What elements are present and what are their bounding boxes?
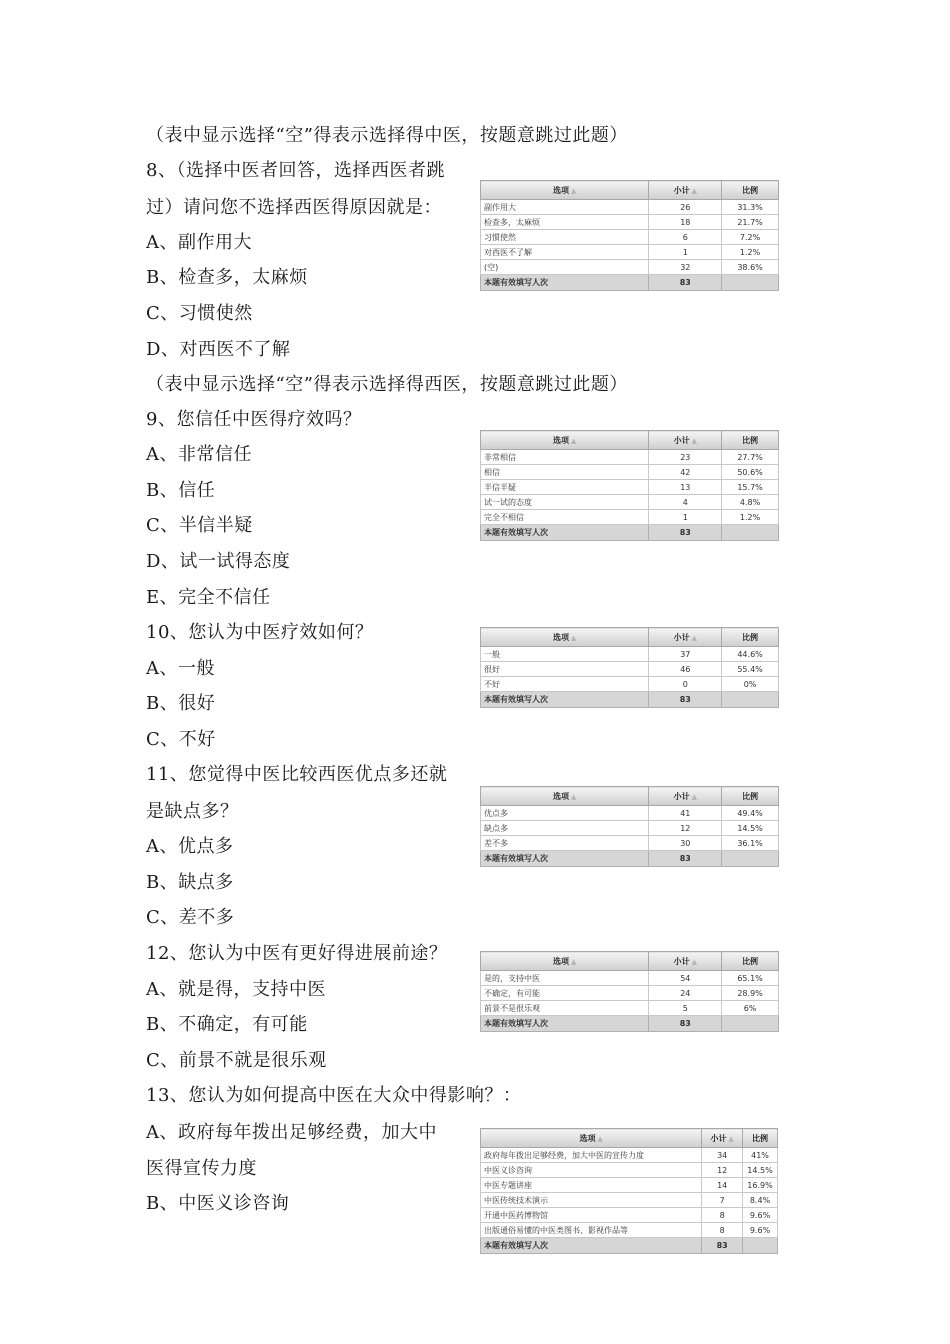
table-row	[481, 677, 779, 692]
option-cell: 中医专题讲座	[481, 1178, 702, 1193]
table-row	[481, 480, 779, 495]
ratio-cell: 38.6%	[722, 260, 779, 275]
total-count: 83	[649, 851, 722, 867]
count-cell: 8	[702, 1223, 743, 1238]
ratio-cell: 16.9%	[743, 1178, 778, 1193]
ratio-column-header: 比例	[722, 628, 779, 647]
count-cell: 30	[649, 836, 722, 851]
table-header-row	[481, 628, 779, 647]
q8-option-c: C、习惯使然	[146, 303, 253, 324]
option-cell: 副作用大	[481, 200, 649, 215]
option-cell: 相信	[481, 465, 649, 480]
table-header-row	[481, 787, 779, 806]
option-cell: 一般	[481, 647, 649, 662]
table-row	[481, 260, 779, 275]
sort-icon: ▲	[597, 1134, 603, 1143]
q9-option-d: D、试一试得态度	[146, 551, 291, 572]
count-cell: 18	[649, 215, 722, 230]
q8-result-table	[480, 180, 779, 291]
option-cell: 缺点多	[481, 821, 649, 836]
table-row	[481, 465, 779, 480]
q13-option-b: B、中医义诊咨询	[146, 1193, 290, 1214]
table-row	[481, 1193, 778, 1208]
total-label: 本题有效填写人次	[481, 275, 649, 291]
ratio-cell: 55.4%	[722, 662, 779, 677]
question-10-title: 10、您认为中医疗效如何？	[146, 622, 374, 643]
option-cell: 优点多	[481, 806, 649, 821]
table-row	[481, 1178, 778, 1193]
q10-option-b: B、很好	[146, 693, 216, 714]
ratio-cell: 65.1%	[722, 971, 779, 986]
question-9-title: 9、您信任中医得疗效吗？	[146, 409, 362, 430]
count-cell: 7	[702, 1193, 743, 1208]
option-cell: 中医传统技术演示	[481, 1193, 702, 1208]
ratio-column-header: 比例	[722, 952, 779, 971]
option-cell: 很好	[481, 662, 649, 677]
count-cell: 6	[649, 230, 722, 245]
ratio-cell: 1.2%	[722, 510, 779, 525]
count-column-header[interactable]: 小计 ▲	[702, 1129, 743, 1148]
option-cell: 完全不相信	[481, 510, 649, 525]
count-cell: 32	[649, 260, 722, 275]
q8-option-a: A、副作用大	[146, 232, 252, 253]
option-column-header[interactable]: 选项 ▲	[481, 787, 649, 806]
sort-icon: ▲	[728, 1134, 734, 1143]
table-header-row	[481, 181, 779, 200]
option-cell: 中医义诊咨询	[481, 1163, 702, 1178]
option-cell: 是的，支持中医	[481, 971, 649, 986]
option-cell: 试一试的态度	[481, 495, 649, 510]
table-row	[481, 1163, 778, 1178]
ratio-cell: 21.7%	[722, 215, 779, 230]
ratio-cell: 27.7%	[722, 450, 779, 465]
total-count: 83	[649, 692, 722, 708]
count-cell: 8	[702, 1208, 743, 1223]
q12-option-c: C、前景不就是很乐观	[146, 1050, 327, 1071]
total-row	[481, 275, 779, 291]
note-empty-means-western: （表中显示选择“空”得表示选择得西医，按题意跳过此题）	[146, 374, 628, 395]
total-label: 本题有效填写人次	[481, 851, 649, 867]
sort-icon: ▲	[571, 186, 577, 195]
q13-option-a-cont: 医得宣传力度	[146, 1158, 257, 1179]
ratio-cell: 14.5%	[743, 1163, 778, 1178]
q12-result-table	[480, 951, 779, 1032]
ratio-column-header: 比例	[722, 181, 779, 200]
note-empty-means-tcm: （表中显示选择“空”得表示选择得中医，按题意跳过此题）	[146, 125, 628, 146]
sort-icon: ▲	[691, 957, 697, 966]
ratio-cell: 28.9%	[722, 986, 779, 1001]
q10-option-c: C、不好	[146, 729, 216, 750]
sort-icon: ▲	[571, 633, 577, 642]
count-column-header[interactable]: 小计 ▲	[649, 952, 722, 971]
question-13-title: 13、您认为如何提高中医在大众中得影响？：	[146, 1085, 522, 1106]
option-cell: 不确定，有可能	[481, 986, 649, 1001]
count-cell: 23	[649, 450, 722, 465]
ratio-cell: 8.4%	[743, 1193, 778, 1208]
sort-icon: ▲	[571, 436, 577, 445]
table-row	[481, 662, 779, 677]
sort-icon: ▲	[691, 436, 697, 445]
ratio-cell: 36.1%	[722, 836, 779, 851]
count-cell: 46	[649, 662, 722, 677]
count-cell: 4	[649, 495, 722, 510]
q11-result-table	[480, 786, 779, 867]
table-row	[481, 836, 779, 851]
option-cell: 前景不是很乐观	[481, 1001, 649, 1016]
total-row	[481, 1238, 778, 1254]
table-row	[481, 1148, 778, 1163]
total-count: 83	[649, 1016, 722, 1032]
table-row	[481, 647, 779, 662]
count-cell: 13	[649, 480, 722, 495]
question-11-title: 11、您觉得中医比较西医优点多还就	[146, 764, 448, 785]
table-row	[481, 1001, 779, 1016]
q12-option-b: B、不确定，有可能	[146, 1014, 308, 1035]
ratio-cell: 0%	[722, 677, 779, 692]
ratio-cell: 15.7%	[722, 480, 779, 495]
option-cell: 习惯使然	[481, 230, 649, 245]
option-column-header[interactable]: 选项 ▲	[481, 181, 649, 200]
count-cell: 12	[649, 821, 722, 836]
ratio-cell: 50.6%	[722, 465, 779, 480]
option-cell: 差不多	[481, 836, 649, 851]
count-cell: 54	[649, 971, 722, 986]
q13-option-a: A、政府每年拨出足够经费，加大中	[146, 1122, 437, 1143]
option-cell: 非常相信	[481, 450, 649, 465]
table-row	[481, 495, 779, 510]
option-cell: 半信半疑	[481, 480, 649, 495]
count-cell: 1	[649, 245, 722, 260]
sort-icon: ▲	[691, 633, 697, 642]
ratio-cell: 14.5%	[722, 821, 779, 836]
count-cell: 1	[649, 510, 722, 525]
table-row	[481, 215, 779, 230]
ratio-column-header: 比例	[722, 431, 779, 450]
count-cell: 37	[649, 647, 722, 662]
ratio-cell: 6%	[722, 1001, 779, 1016]
option-column-header[interactable]: 选项 ▲	[481, 1129, 702, 1148]
total-count: 83	[649, 275, 722, 291]
q9-result-table	[480, 430, 779, 541]
table-row	[481, 806, 779, 821]
ratio-cell: 44.6%	[722, 647, 779, 662]
sort-icon: ▲	[571, 957, 577, 966]
count-cell: 14	[702, 1178, 743, 1193]
ratio-cell: 9.6%	[743, 1223, 778, 1238]
total-row	[481, 525, 779, 541]
q10-option-a: A、一般	[146, 658, 215, 679]
q11-option-b: B、缺点多	[146, 872, 234, 893]
table-header-row	[481, 431, 779, 450]
question-11-title-cont: 是缺点多？	[146, 801, 239, 822]
total-row	[481, 1016, 779, 1032]
table-header-row	[481, 952, 779, 971]
q8-option-b: B、检查多，太麻烦	[146, 267, 308, 288]
option-column-header[interactable]: 选项 ▲	[481, 952, 649, 971]
table-header-row	[481, 1129, 778, 1148]
q9-option-b: B、信任	[146, 480, 216, 501]
count-cell: 41	[649, 806, 722, 821]
q12-option-a: A、就是得，支持中医	[146, 979, 326, 1000]
q10-result-table	[480, 627, 779, 708]
total-label: 本题有效填写人次	[481, 1238, 702, 1254]
table-row	[481, 450, 779, 465]
sort-icon: ▲	[691, 186, 697, 195]
count-cell: 12	[702, 1163, 743, 1178]
total-label: 本题有效填写人次	[481, 1016, 649, 1032]
option-cell: (空)	[481, 260, 649, 275]
sort-icon: ▲	[691, 792, 697, 801]
ratio-column-header: 比例	[743, 1129, 778, 1148]
ratio-cell: 41%	[743, 1148, 778, 1163]
ratio-cell: 31.3%	[722, 200, 779, 215]
question-12-title: 12、您认为中医有更好得进展前途？	[146, 943, 448, 964]
q8-option-d: D、对西医不了解	[146, 339, 291, 360]
option-column-header[interactable]: 选项 ▲	[481, 628, 649, 647]
ratio-cell: 1.2%	[722, 245, 779, 260]
total-row	[481, 692, 779, 708]
count-cell: 42	[649, 465, 722, 480]
count-column-header[interactable]: 小计 ▲	[649, 431, 722, 450]
option-cell: 政府每年拨出足够经费，加大中医的宣传力度	[481, 1148, 702, 1163]
table-row	[481, 510, 779, 525]
total-row	[481, 851, 779, 867]
table-row	[481, 1208, 778, 1223]
question-8-title: 8、（选择中医者回答，选择西医者跳	[146, 160, 445, 181]
option-column-header[interactable]: 选项 ▲	[481, 431, 649, 450]
count-cell: 24	[649, 986, 722, 1001]
count-column-header[interactable]: 小计 ▲	[649, 181, 722, 200]
count-cell: 34	[702, 1148, 743, 1163]
table-row	[481, 245, 779, 260]
option-cell: 不好	[481, 677, 649, 692]
count-column-header[interactable]: 小计 ▲	[649, 787, 722, 806]
sort-icon: ▲	[571, 792, 577, 801]
total-count: 83	[702, 1238, 743, 1254]
q11-option-c: C、差不多	[146, 907, 235, 928]
ratio-column-header: 比例	[722, 787, 779, 806]
count-cell: 5	[649, 1001, 722, 1016]
total-label: 本题有效填写人次	[481, 525, 649, 541]
table-row	[481, 200, 779, 215]
option-cell: 检查多，太麻烦	[481, 215, 649, 230]
question-8-title-cont: 过）请问您不选择西医得原因就是：	[146, 197, 442, 218]
ratio-cell: 7.2%	[722, 230, 779, 245]
table-row	[481, 1223, 778, 1238]
option-cell: 开通中医药博物馆	[481, 1208, 702, 1223]
ratio-cell: 4.8%	[722, 495, 779, 510]
q11-option-a: A、优点多	[146, 836, 234, 857]
q9-option-c: C、半信半疑	[146, 515, 253, 536]
total-label: 本题有效填写人次	[481, 692, 649, 708]
table-row	[481, 986, 779, 1001]
table-row	[481, 821, 779, 836]
table-row	[481, 971, 779, 986]
count-cell: 26	[649, 200, 722, 215]
table-row	[481, 230, 779, 245]
count-column-header[interactable]: 小计 ▲	[649, 628, 722, 647]
q13-result-table	[480, 1128, 778, 1254]
ratio-cell: 49.4%	[722, 806, 779, 821]
q9-option-e: E、完全不信任	[146, 587, 271, 608]
q9-option-a: A、非常信任	[146, 444, 252, 465]
count-cell: 0	[649, 677, 722, 692]
option-cell: 对西医不了解	[481, 245, 649, 260]
ratio-cell: 9.6%	[743, 1208, 778, 1223]
total-count: 83	[649, 525, 722, 541]
option-cell: 出版通俗易懂的中医类图书、影视作品等	[481, 1223, 702, 1238]
